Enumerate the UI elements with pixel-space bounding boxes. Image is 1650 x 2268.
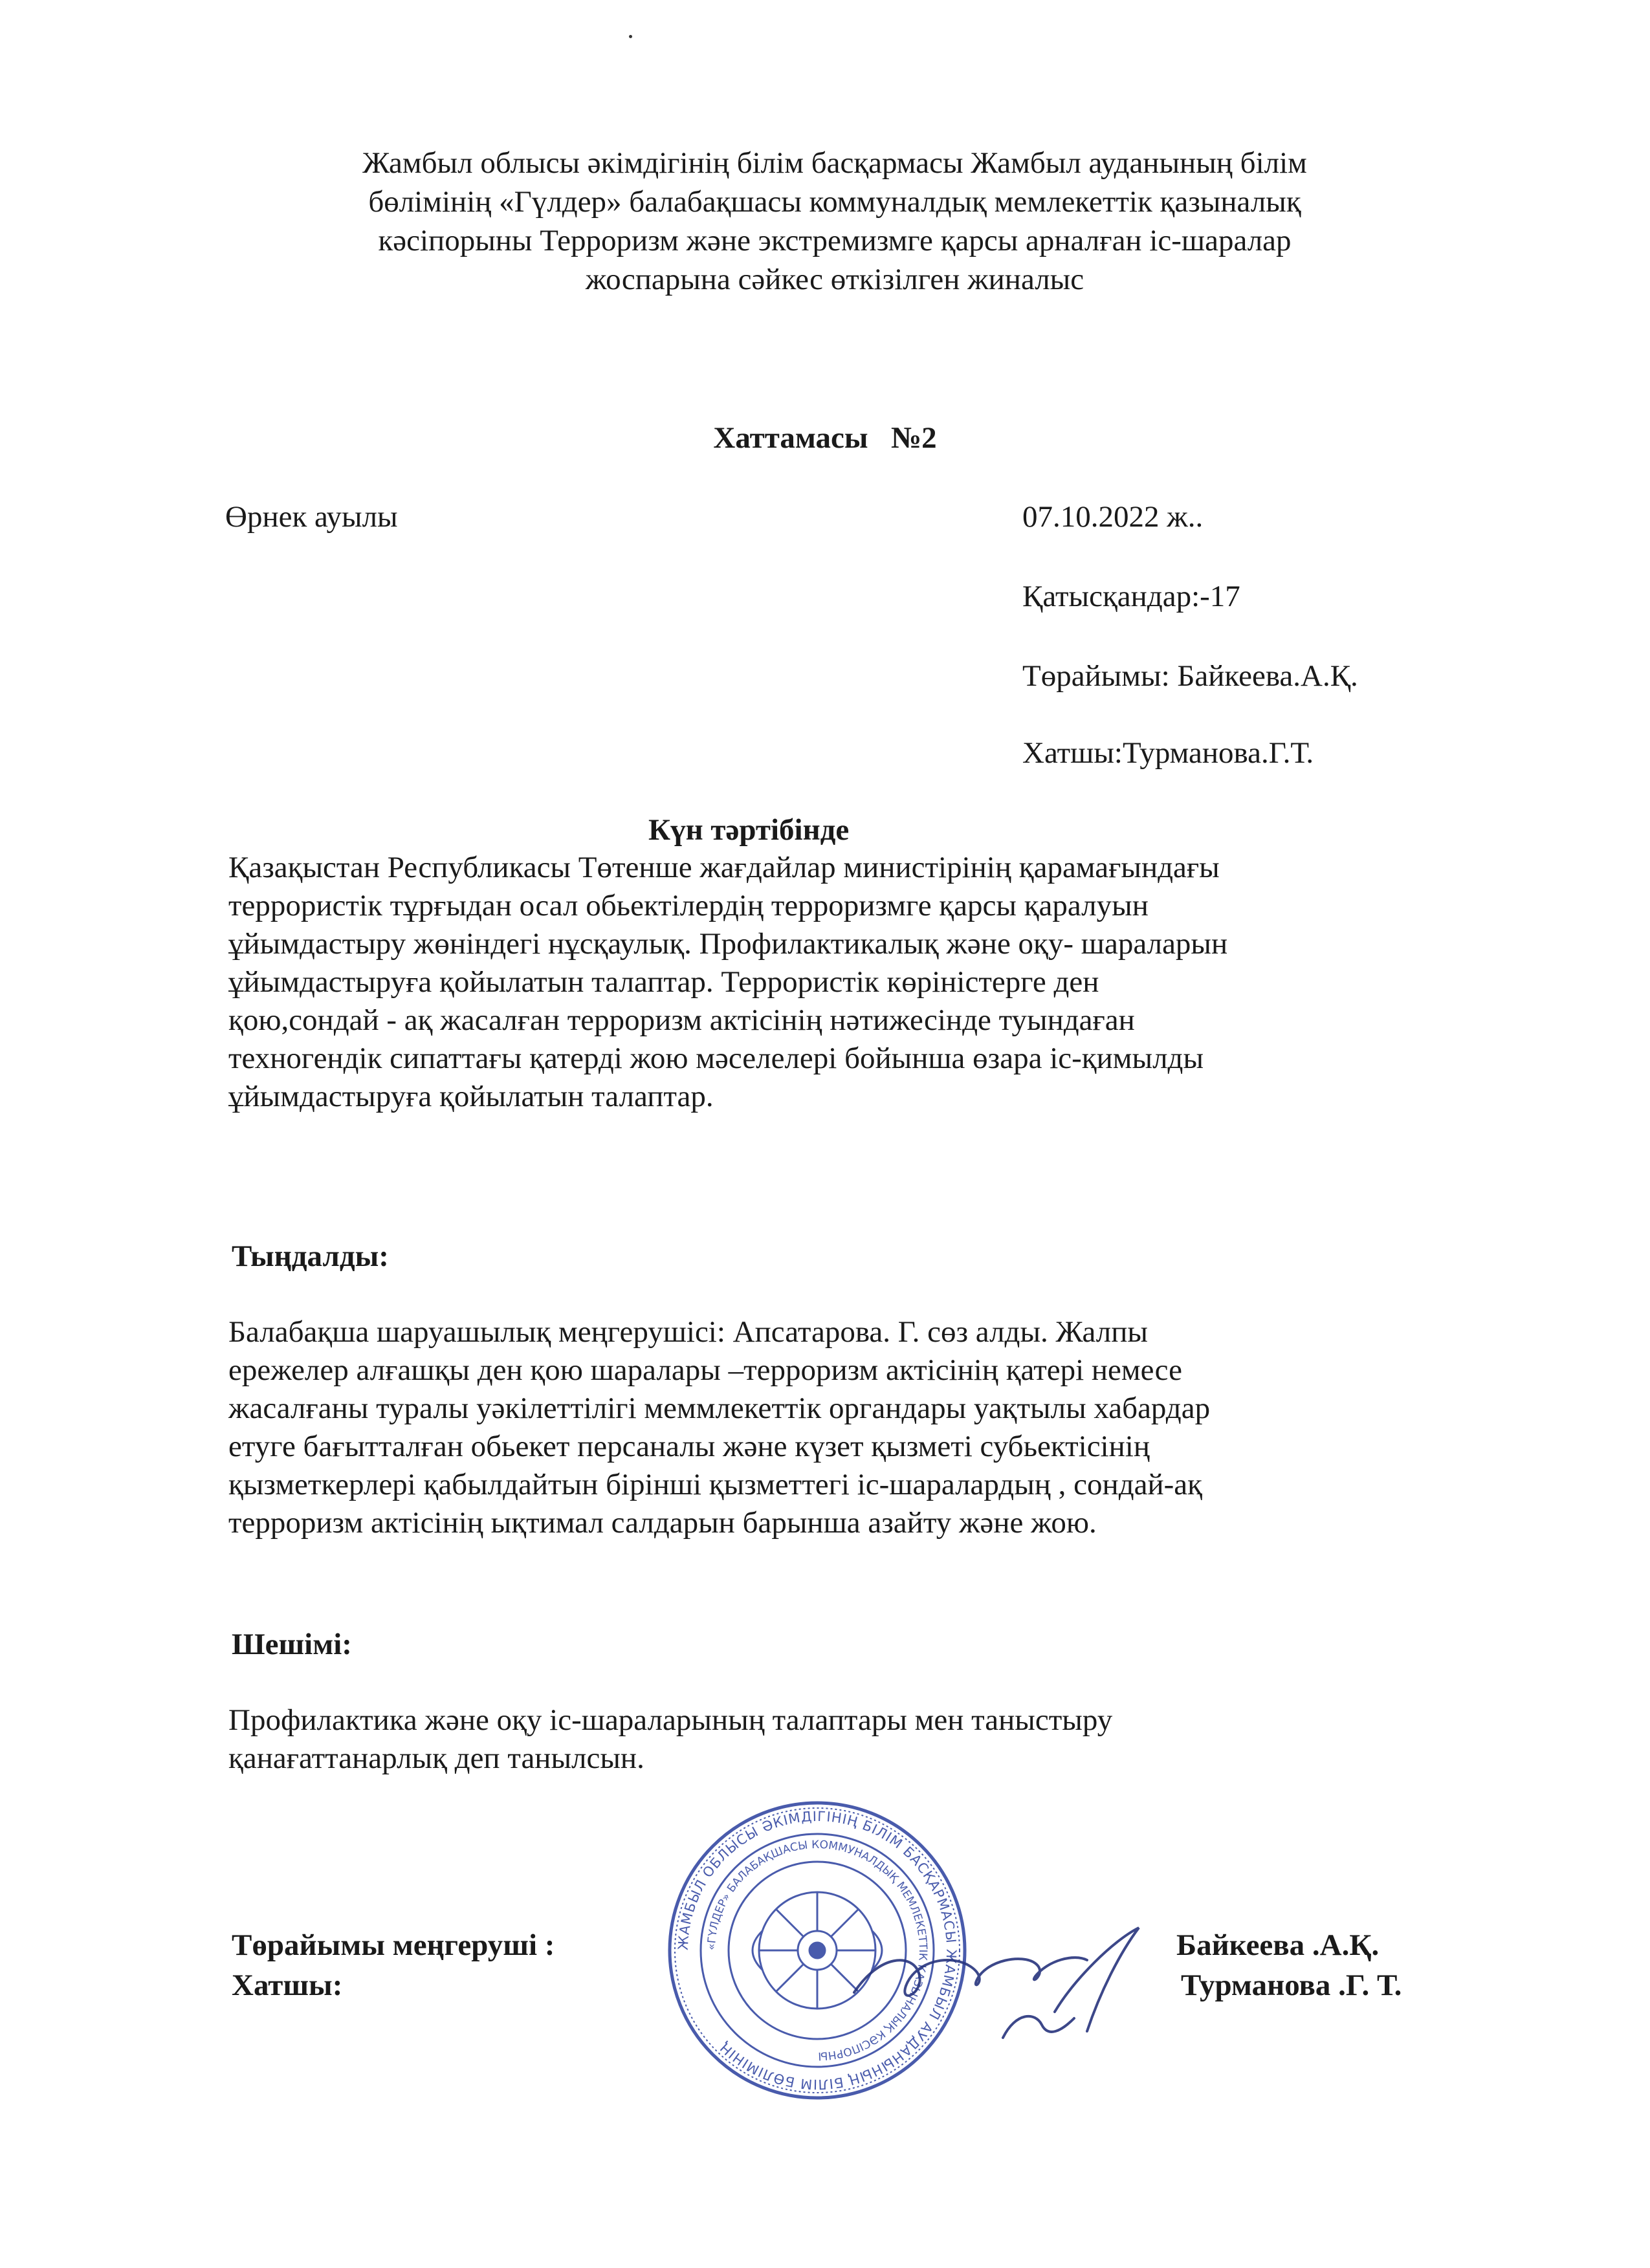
scan-speck <box>629 35 632 38</box>
listened-line: етуге бағытталған обьекет персаналы және күзет қызметі субьектісінің <box>228 1430 1150 1463</box>
document-header <box>194 144 1475 299</box>
listened-line: Балабақша шаруашылық меңгерушісі: Апсатарова. Г. сөз алды. Жалпы <box>228 1315 1148 1349</box>
date: 07.10.2022 ж.. <box>1022 500 1204 534</box>
stamp-outer-text: ЖАМБЫЛ ОБЛЫСЫ ӘКІМДІГІНІҢ БІЛІМ БАСҚАРМАСЫ ЖАМБЫЛ АУДАНЫНЫҢ БІЛІМ БӨЛІМІНІҢ <box>675 1808 960 2093</box>
handwritten-signature <box>841 1915 1152 2064</box>
participants: Қатысқандар:-17 <box>1022 580 1240 613</box>
header-line: жоспарына сәйкес өткізілген жиналыс <box>585 263 1084 296</box>
agenda-line: ұйымдастыруға қойылатын талаптар. Террористік көріністерге ден <box>228 965 1099 999</box>
protocol-title: Хаттамасы №2 <box>713 421 937 455</box>
listened-line: ережелер алғашқы ден қою шаралары –терроризм актісінің қатері немесе <box>228 1353 1182 1387</box>
header-line: Жамбыл облысы әкімдігінің білім басқармасы Жамбыл ауданының білім <box>362 146 1307 180</box>
listened-line: жасалғаны туралы уәкілеттілігі меммлекеттік органдары уақтылы хабардар <box>228 1391 1211 1425</box>
secretary-role: Хатшы: <box>232 1968 343 2002</box>
secretary: Хатшы:Турманова.Г.Т. <box>1022 736 1314 770</box>
decision-text <box>228 1701 1112 1778</box>
listened-heading: Тыңдалды: <box>232 1239 389 1273</box>
agenda-line: Қазақыстан Республикасы Төтенше жағдайлар министірінің қарамағындағы <box>228 851 1220 884</box>
agenda-line: техногендік сипаттағы қатерді жою мәселелері бойынша өзара іс-қимылды <box>228 1041 1204 1075</box>
chair: Төрайымы: Байкеева.А.Қ. <box>1022 659 1358 693</box>
listened-line: терроризм актісінің ықтимал салдарын барынша азайту және жою. <box>228 1506 1097 1540</box>
agenda-line: ұйымдастыруға қойылатын талаптар. <box>228 1080 714 1113</box>
agenda-heading: Күн тәртібінде <box>648 813 850 847</box>
listened-text <box>228 1313 1210 1542</box>
agenda-line: ұйымдастыру жөніндегі нұсқаулық. Профилактикалық және оқу- шараларын <box>228 927 1228 961</box>
chair-role: Төрайымы меңгеруші : <box>232 1928 555 1962</box>
stamp-inner-text: «ГҮЛДЕР» БАЛАБАҚШАСЫ КОММУНАЛДЫҚ МЕМЛЕКЕТТІК ҚАЗЫНАЛЫҚ КӘСІПОРНЫ <box>705 1838 930 2063</box>
header-line: бөлімінің «Гүлдер» балабақшасы коммуналдық мемлекеттік қазыналық <box>368 185 1301 219</box>
agenda-text <box>228 849 1227 1116</box>
header-line: кәсіпорыны Терроризм және экстремизмге қарсы арналған іс-шаралар <box>378 224 1292 257</box>
secretary-name: Турманова .Г. Т. <box>1181 1968 1402 2002</box>
agenda-line: қою,сондай - ақ жасалған терроризм актісінің нәтижесінде туындаған <box>228 1003 1135 1037</box>
place: Өрнек ауылы <box>225 500 398 534</box>
listened-line: қызметкерлері қабылдайтын бірінші қызметтегі іс-шаралардың , сондай-ақ <box>228 1468 1202 1501</box>
decision-line: Профилактика және оқу іс-шараларының талаптары мен таныстыру <box>228 1703 1113 1737</box>
chair-name: Байкеева .А.Қ. <box>1176 1928 1380 1962</box>
decision-line: қанағаттанарлық деп танылсын. <box>228 1741 644 1775</box>
agenda-line: террористік тұрғыдан осал обьектілердің терроризмге қарсы қаралуын <box>228 889 1149 922</box>
decision-heading: Шешімі: <box>232 1628 352 1661</box>
